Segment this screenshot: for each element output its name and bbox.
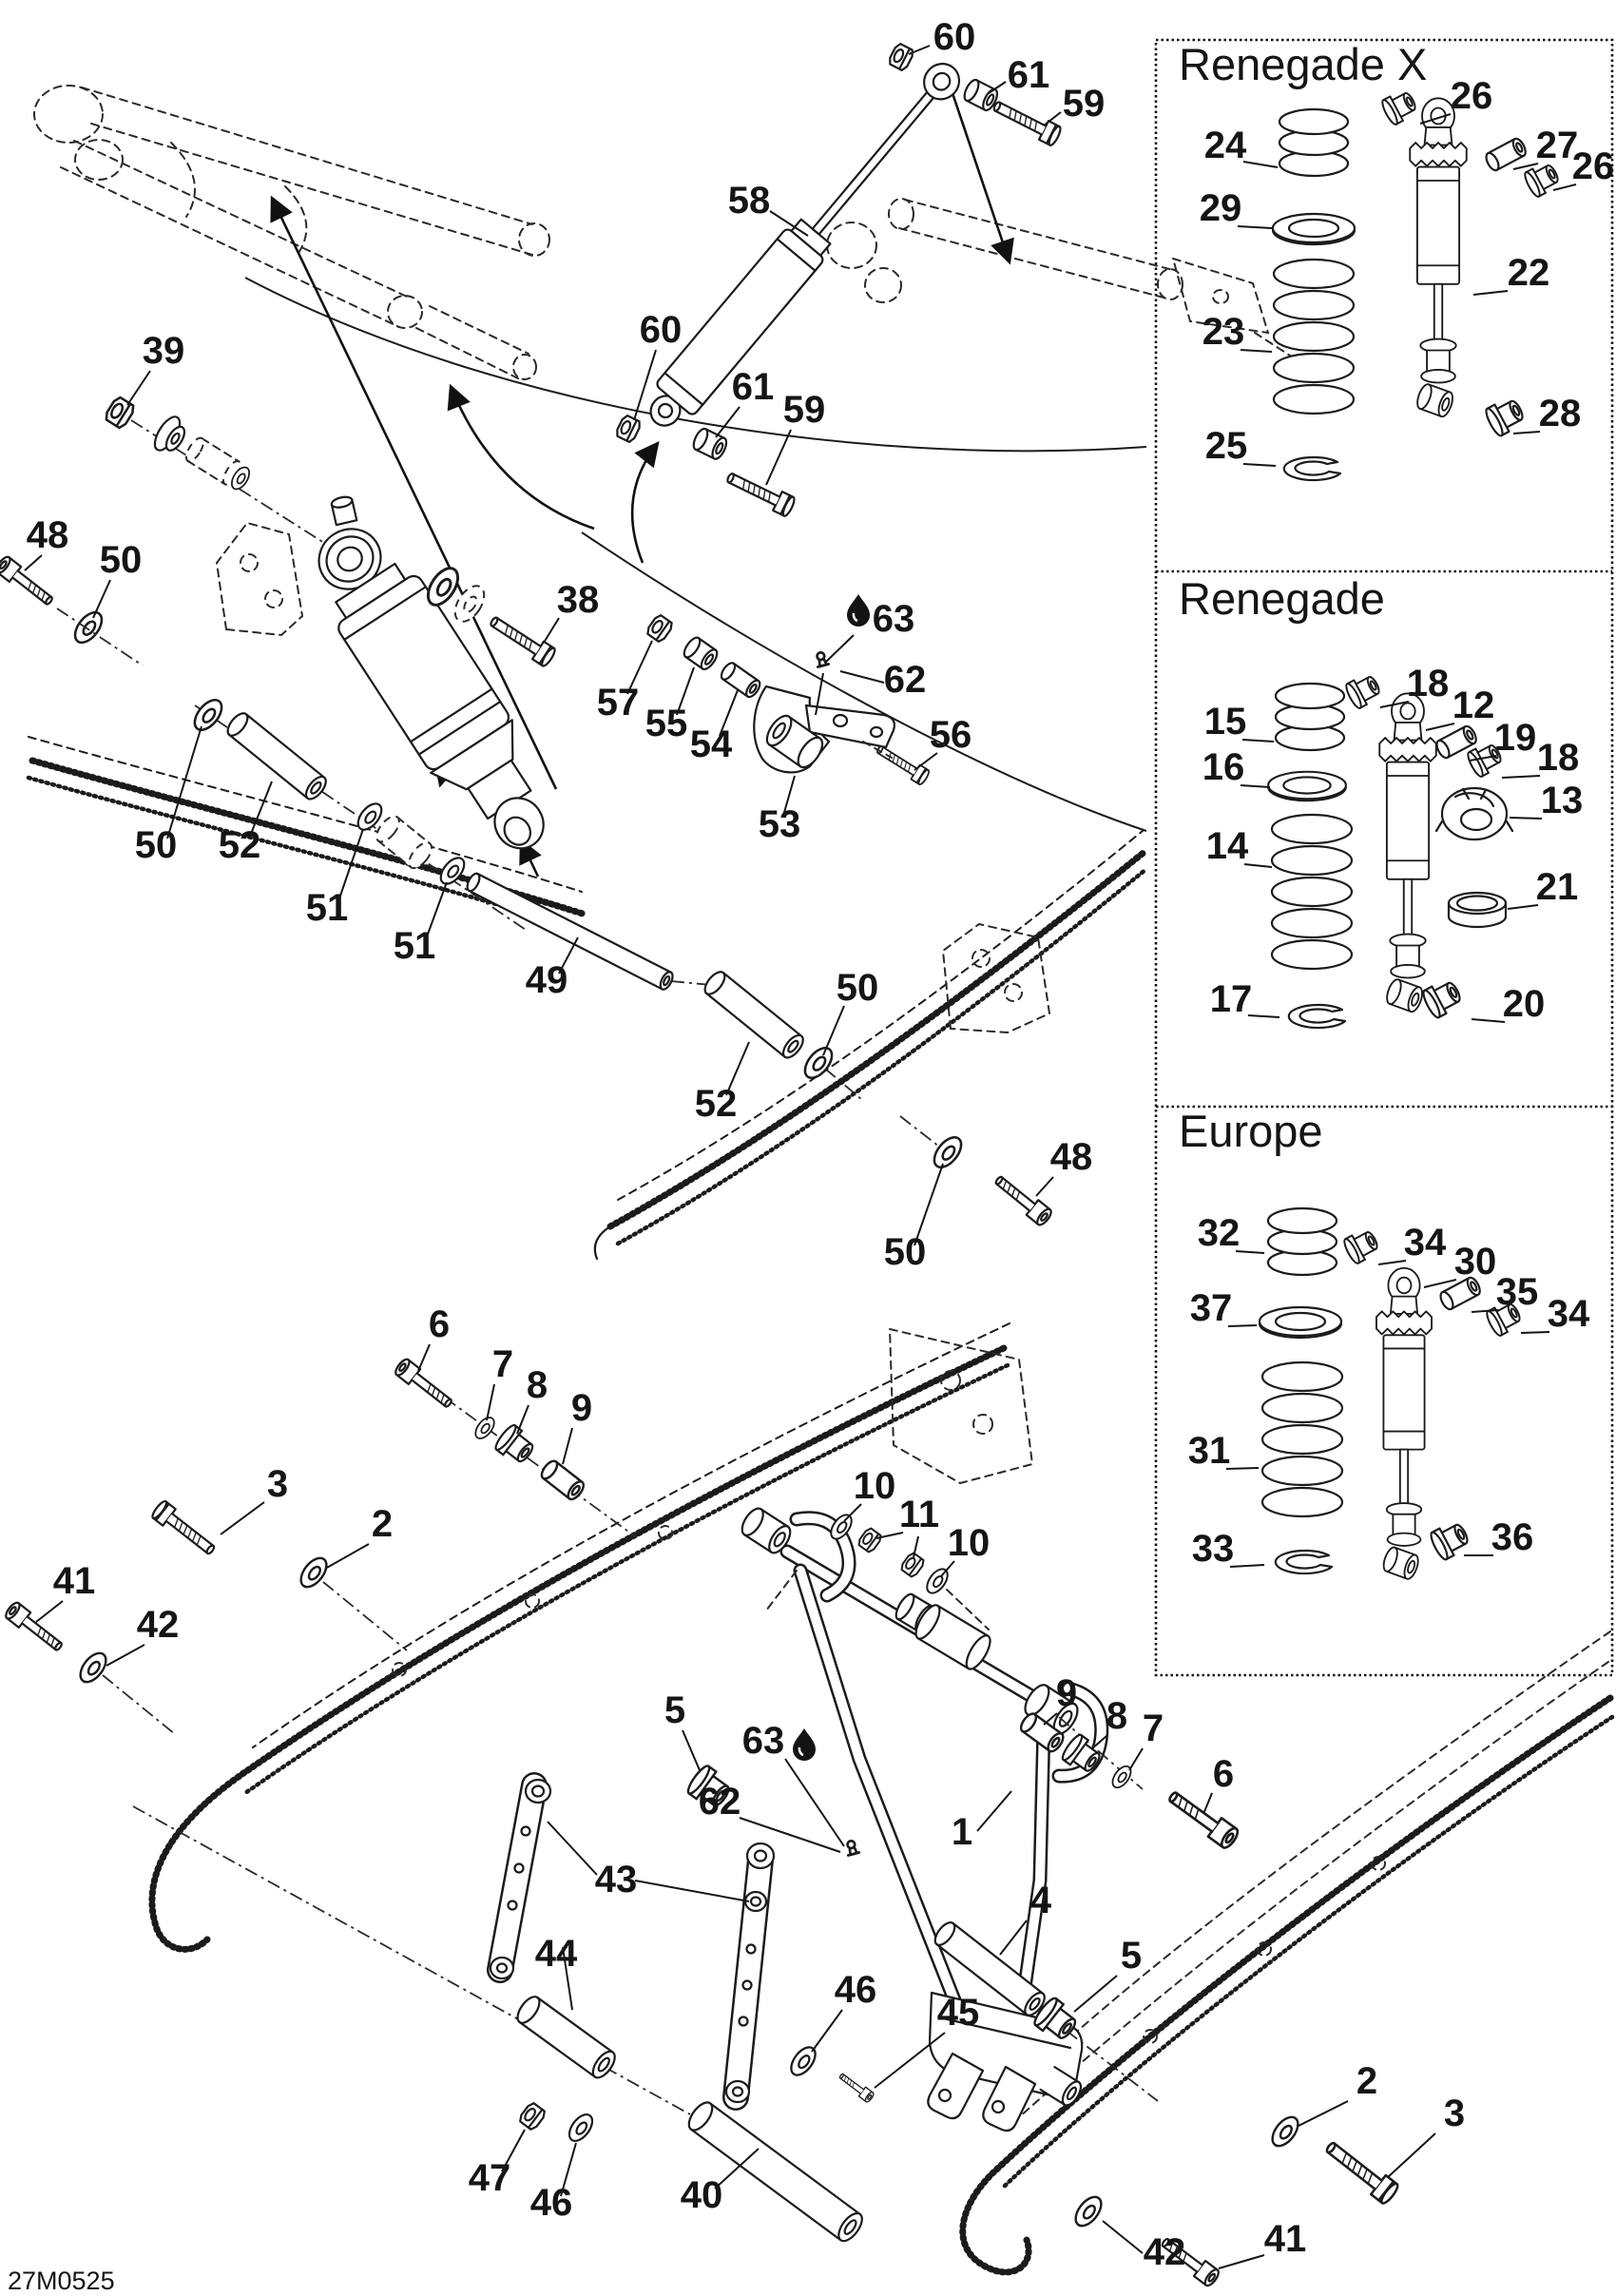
part-callout-43: 43 (594, 1859, 638, 1900)
part-callout-50: 50 (99, 539, 143, 581)
part-washer-50-left (70, 608, 107, 647)
callout-leader-5 (1074, 1976, 1117, 2012)
callout-leader-32 (1236, 1251, 1264, 1253)
part-callout-40: 40 (680, 2174, 723, 2216)
callout-leader-22 (1473, 291, 1508, 295)
part-callout-63: 63 (872, 598, 915, 640)
callout-leader-48 (1036, 1177, 1053, 1196)
part-callout-28: 28 (1538, 393, 1582, 434)
part-callout-29: 29 (1199, 187, 1242, 229)
part-callout-7: 7 (1142, 1708, 1164, 1749)
part-callout-47: 47 (468, 2157, 511, 2199)
callout-leader-63 (826, 635, 854, 662)
panel-title-renegade: Renegade (1179, 573, 1385, 624)
part-callout-41: 41 (52, 1560, 96, 1602)
callout-leader-3 (221, 1502, 264, 1534)
part-callout-41: 41 (1263, 2218, 1307, 2260)
part-spring-14 (1272, 815, 1352, 969)
lubricant-icon-bottom (793, 1728, 816, 1761)
front-arm-phantom (827, 199, 1319, 375)
callout-leader-7 (1129, 1748, 1143, 1770)
part-seat-37 (1260, 1307, 1341, 1338)
part-seat-29 (1273, 214, 1355, 244)
part-callout-61: 61 (1007, 54, 1050, 96)
part-sleeve-9-left (539, 1458, 587, 1502)
callout-leader-62 (840, 671, 884, 683)
callout-leader-21 (1508, 905, 1538, 909)
part-callout-5: 5 (664, 1689, 686, 1731)
callout-leader-2 (1299, 2101, 1348, 2126)
part-shock-30 (1376, 1268, 1432, 1581)
callout-leader-50 (93, 580, 110, 618)
part-bushing-55 (682, 635, 721, 672)
part-callout-12: 12 (1452, 685, 1495, 726)
part-callout-31: 31 (1187, 1430, 1231, 1472)
part-bushing-20 (1421, 977, 1465, 1020)
part-callout-58: 58 (727, 180, 771, 222)
part-shaft-49 (465, 872, 675, 992)
part-callout-26: 26 (1571, 145, 1615, 187)
part-spring-24 (1279, 109, 1348, 176)
callout-leader-39 (127, 371, 150, 405)
callout-leader-46 (812, 2010, 842, 2052)
callout-leader-30 (1424, 1280, 1456, 1287)
callout-leader-42 (106, 1645, 144, 1666)
part-callout-2: 2 (371, 1503, 394, 1545)
part-bushing-18-a (1344, 671, 1383, 709)
part-bolt-6-left (394, 1357, 456, 1411)
callout-leader-23 (1241, 350, 1272, 352)
part-bolt-59-bottom (723, 468, 796, 517)
callout-leader-33 (1230, 1565, 1264, 1567)
part-bolt-48-right (991, 1172, 1053, 1227)
part-bushing-34-a (1342, 1226, 1381, 1264)
callout-leader-34 (1521, 1332, 1549, 1333)
reference-curve-lower (582, 532, 1146, 831)
part-callout-34: 34 (1547, 1293, 1590, 1335)
part-callout-32: 32 (1197, 1212, 1241, 1254)
axis-42-left (103, 1675, 175, 1734)
part-bushing-61-bottom (691, 427, 729, 461)
grease-fitting-62-bottom (845, 1840, 859, 1856)
part-callout-22: 22 (1507, 252, 1550, 294)
axis-10-11-a (766, 1571, 797, 1611)
right-slide-rail-upper (595, 831, 1146, 1259)
callout-leader-8 (517, 1405, 529, 1434)
part-callout-57: 57 (596, 682, 640, 724)
callout-leader-48 (25, 555, 42, 570)
part-washer-42-left (75, 1649, 110, 1687)
part-callout-52: 52 (218, 824, 261, 866)
part-callout-6: 6 (1212, 1753, 1235, 1795)
part-callout-9: 9 (570, 1387, 593, 1429)
callout-leader-12 (1426, 724, 1454, 730)
part-callout-51: 51 (393, 925, 436, 967)
part-callout-8: 8 (1106, 1695, 1128, 1737)
part-bolt-41-left (4, 1600, 67, 1654)
part-washer-50-bolt (929, 1132, 966, 1172)
part-washer-39 (150, 413, 191, 458)
callout-leader-34 (1378, 1261, 1406, 1264)
callout-leader-7 (487, 1384, 494, 1420)
part-washer-2-right (1267, 2113, 1302, 2151)
callout-leader-37 (1228, 1325, 1257, 1326)
part-washer-50-mid (189, 695, 226, 735)
part-link-43-right (726, 1843, 774, 2102)
part-bolt-3-right (1321, 2136, 1400, 2205)
callout-leader-5 (683, 1730, 700, 1770)
callout-leader-6 (418, 1344, 430, 1371)
part-callout-51: 51 (305, 887, 349, 929)
part-callout-34: 34 (1403, 1222, 1447, 1264)
drawing-number: 27M0525 (8, 2267, 115, 2295)
callout-leader-42 (1103, 2221, 1143, 2253)
callout-leader-43 (548, 1822, 597, 1875)
part-callout-44: 44 (534, 1933, 578, 1975)
rear-arm-assembly-1 (738, 1505, 1101, 2131)
part-tube-40 (684, 2098, 866, 2245)
part-callout-46: 46 (834, 1969, 877, 2011)
part-callout-61: 61 (731, 366, 775, 408)
pointer-arrow-frame-curved (451, 386, 594, 529)
part-bushing-28 (1484, 396, 1528, 438)
part-callout-63: 63 (741, 1720, 785, 1762)
part-callout-48: 48 (26, 514, 69, 556)
part-callout-17: 17 (1209, 978, 1253, 1020)
part-bolt-59-top (991, 96, 1063, 146)
callout-leader-1 (977, 1791, 1011, 1831)
part-callout-59: 59 (782, 389, 826, 431)
callout-leader-24 (1243, 162, 1278, 167)
grease-fitting-62-top (815, 651, 829, 667)
center-shock-absorber-58 (637, 51, 972, 437)
part-callout-27: 27 (1535, 125, 1579, 166)
part-nut-11-b (899, 1552, 925, 1578)
part-callout-42: 42 (136, 1604, 180, 1646)
part-callout-10: 10 (853, 1465, 896, 1507)
pointer-arrow-shock58-bottom (632, 443, 658, 563)
part-callout-50: 50 (134, 824, 178, 866)
callout-leader-41 (1219, 2255, 1264, 2268)
part-callout-60: 60 (639, 309, 683, 351)
part-spacer-52-left (224, 710, 330, 802)
callout-leader-14 (1244, 864, 1272, 867)
part-cam-13 (1436, 788, 1512, 839)
part-callout-15: 15 (1203, 701, 1247, 743)
callout-leader-25 (1243, 464, 1276, 466)
part-callout-4: 4 (1029, 1880, 1052, 1921)
callout-leader-9 (563, 1428, 572, 1464)
callout-leader-17 (1248, 1015, 1279, 1017)
part-callout-16: 16 (1202, 746, 1245, 788)
part-callout-39: 39 (142, 330, 185, 372)
part-callout-13: 13 (1540, 780, 1584, 821)
axis-48-right (900, 1116, 939, 1147)
part-callout-53: 53 (758, 803, 801, 845)
callout-leader-59 (766, 430, 791, 485)
callout-leader-2 (325, 1544, 369, 1569)
part-callout-42: 42 (1143, 2231, 1186, 2273)
pointer-arrow-shock58-top (952, 93, 1010, 262)
part-callout-25: 25 (1204, 425, 1248, 467)
part-bushing-26-a (1380, 87, 1419, 125)
part-nut-60-bottom (615, 415, 642, 443)
axis-2-left (323, 1582, 407, 1650)
part-clip-17 (1289, 1005, 1345, 1028)
part-callout-59: 59 (1062, 83, 1106, 125)
part-callout-14: 14 (1205, 825, 1249, 867)
part-seat-16 (1268, 772, 1346, 801)
part-washer-42-right (1070, 2192, 1106, 2230)
part-callout-38: 38 (556, 579, 600, 621)
part-spring-15 (1276, 684, 1344, 750)
part-bolt-3-left (150, 1499, 219, 1559)
callout-leader-15 (1242, 740, 1274, 742)
part-callout-49: 49 (525, 959, 568, 1001)
callout-leader-50 (823, 1006, 844, 1055)
callout-leader-16 (1241, 785, 1270, 787)
part-callout-2: 2 (1356, 2060, 1378, 2102)
part-callout-24: 24 (1203, 125, 1247, 166)
part-callout-3: 3 (266, 1463, 289, 1505)
callout-leader-31 (1226, 1468, 1259, 1469)
callout-leader-63 (785, 1759, 844, 1846)
part-callout-62: 62 (698, 1781, 741, 1823)
callout-leader-6 (1203, 1793, 1212, 1814)
callout-leader-4 (1000, 1920, 1027, 1955)
part-callout-30: 30 (1453, 1241, 1497, 1283)
part-nut-47 (518, 2101, 547, 2131)
callout-leader-3 (1388, 2133, 1435, 2177)
part-bolt-48-left (0, 554, 56, 608)
part-callout-50: 50 (836, 967, 879, 1009)
callout-leader-18 (1502, 776, 1540, 778)
part-washer-50-rail (799, 1043, 837, 1083)
part-nut-11-a (856, 1527, 882, 1553)
part-callout-35: 35 (1495, 1271, 1539, 1313)
callout-leader-20 (1472, 1019, 1505, 1022)
part-callout-18: 18 (1406, 663, 1450, 704)
part-callout-55: 55 (644, 703, 688, 744)
part-nut-57 (645, 613, 674, 643)
callout-leader-38 (544, 618, 559, 643)
callout-leader-29 (1238, 226, 1272, 228)
part-callout-6: 6 (428, 1303, 451, 1345)
part-callout-26: 26 (1450, 75, 1493, 117)
part-cup-21 (1449, 893, 1506, 927)
part-callout-9: 9 (1055, 1672, 1078, 1714)
part-callout-54: 54 (689, 724, 733, 765)
callout-leader-28 (1513, 432, 1540, 434)
part-callout-7: 7 (491, 1343, 514, 1385)
part-callout-50: 50 (883, 1231, 927, 1273)
panel-title-renegade-x: Renegade X (1179, 39, 1428, 89)
callout-leader-61 (716, 407, 740, 437)
part-washer-7-left (471, 1414, 497, 1441)
part-bolt-45 (837, 2071, 875, 2103)
part-callout-60: 60 (933, 16, 976, 58)
part-spacer-52-right (702, 969, 807, 1061)
part-shock-12 (1379, 693, 1436, 1013)
rear-arm-phantom-frame (34, 86, 549, 379)
part-callout-46: 46 (529, 2182, 573, 2224)
axis-49-52 (671, 981, 711, 985)
part-callout-5: 5 (1120, 1935, 1143, 1977)
part-callout-11: 11 (898, 1494, 940, 1535)
part-spacer-44 (513, 1993, 619, 2081)
part-spring-31 (1262, 1362, 1342, 1516)
part-shock-22 (1410, 98, 1467, 418)
part-callout-62: 62 (883, 659, 927, 701)
callout-leader-13 (1510, 818, 1542, 819)
part-callout-37: 37 (1189, 1287, 1233, 1329)
part-callout-19: 19 (1493, 717, 1537, 759)
part-callout-1: 1 (951, 1811, 973, 1853)
part-washer-46-b (565, 2111, 597, 2145)
part-bolt-6-right (1164, 1786, 1241, 1850)
part-washer-2-left (296, 1553, 331, 1592)
part-spring-23 (1274, 260, 1354, 414)
part-callout-48: 48 (1049, 1136, 1093, 1178)
callout-layer (25, 16, 1614, 2273)
part-callout-10: 10 (947, 1522, 991, 1564)
callout-leader-45 (875, 2033, 945, 2088)
part-callout-45: 45 (936, 1992, 980, 2034)
part-sleeve-54 (719, 661, 762, 699)
part-nut-60-top (888, 43, 915, 71)
part-callout-52: 52 (694, 1083, 738, 1125)
part-clip-25 (1284, 457, 1340, 480)
part-spring-32 (1268, 1208, 1337, 1275)
part-callout-33: 33 (1191, 1528, 1235, 1570)
part-callout-3: 3 (1443, 2093, 1466, 2134)
part-callout-8: 8 (526, 1364, 548, 1406)
part-callout-21: 21 (1535, 866, 1579, 908)
callout-leader-43 (635, 1881, 749, 1901)
part-bracket-53 (754, 686, 895, 772)
panel-title-europe: Europe (1179, 1106, 1323, 1156)
callout-leader-41 (36, 1601, 63, 1622)
lubricant-icon-top (847, 594, 870, 627)
callout-leader-27 (1513, 164, 1538, 169)
part-clip-33 (1276, 1551, 1332, 1573)
part-callout-56: 56 (929, 714, 972, 756)
part-callout-18: 18 (1536, 737, 1580, 779)
part-callout-20: 20 (1502, 983, 1546, 1025)
part-callout-23: 23 (1202, 311, 1245, 353)
part-callout-36: 36 (1491, 1516, 1534, 1558)
